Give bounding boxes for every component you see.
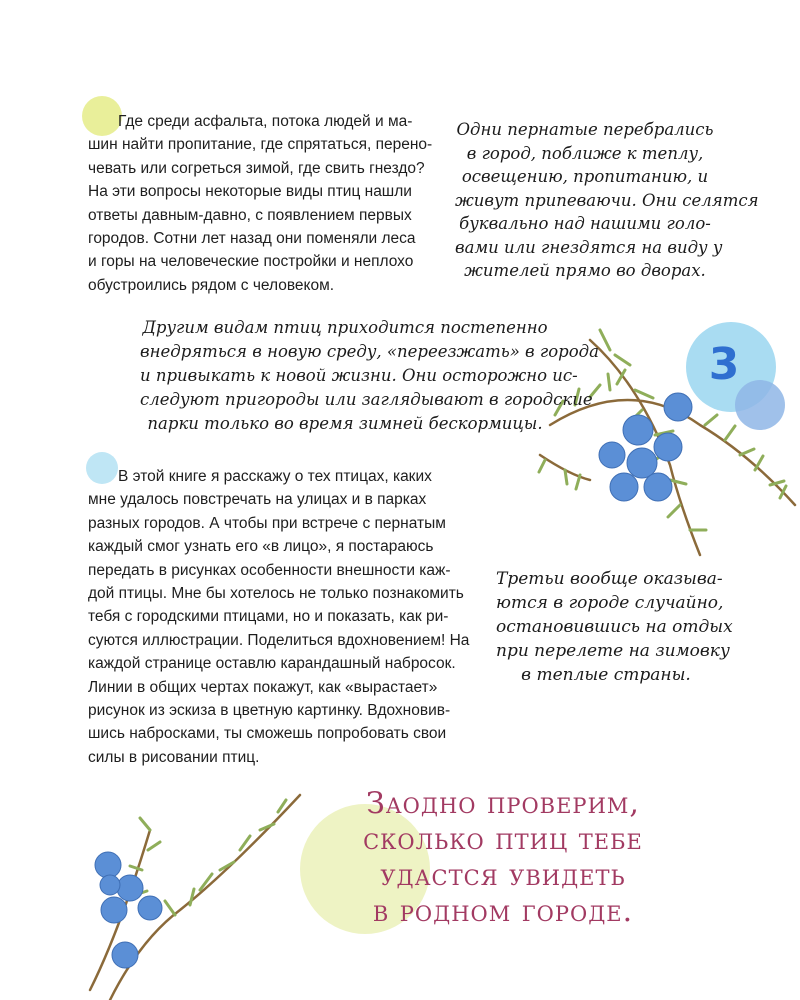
text-line: чевать или согреться зимой, где свить гнездо? [88,159,425,177]
handwritten-note-middle [140,316,599,436]
text-line: внедряться в новую среду, «переезжать» в города [140,342,599,361]
text-line: рисунок из эскиза в цветную картинку. Вдохновив- [88,702,451,720]
text-line: силы в рисовании птиц. [88,748,260,766]
text-line: Третьи вообще оказыва- [496,569,723,589]
text-line: Где среди асфальта, потока людей и ма- [118,113,413,130]
text-line: В этой книге я расскажу о тех птицах, каких [118,468,432,485]
text-line: живут припеваючи. Они селятся [455,190,759,210]
text-line: жителей прямо во дворах. [464,261,706,280]
juniper-branch-illustration-bottom [80,790,310,1000]
book-paragraph [88,465,468,769]
text-line: и горы на человеческие постройки и неплохо [88,253,414,271]
text-line: Одни пернатые перебрались [456,120,714,139]
text-line: тебя с городскими птицами, но и показать, как ри- [88,608,449,626]
headline-line: Заодно проверим, [366,786,640,821]
text-line: мне удалось повстречать на улицах и в парках [88,491,427,509]
text-line: парки только во время зимней бескормицы. [147,414,543,433]
handwritten-note-top-right [455,118,759,283]
text-line: в город, поближе к теплу, [466,143,704,163]
text-line: Линии в общих чертах покажут, как «вырастает» [88,678,438,696]
headline-line: сколько птиц тебе [363,822,643,857]
text-line: городов. Сотни лет назад они поменяли леса [88,230,416,248]
text-line: дой птицы. Мне бы хотелось не только познакомить [88,585,464,603]
text-line: каждый смог узнать его «в лицо», я постараюсь [88,538,434,556]
text-line: ответы давным-давно, с появлением первых [88,206,412,224]
text-line: каждой странице оставлю карандашный набросок. [88,655,456,673]
text-line: и привыкать к новой жизни. Они осторожно ис- [140,366,578,385]
handwritten-note-lower-right [496,567,733,687]
headline-line: в родном городе. [372,894,634,929]
closing-headline [338,786,668,930]
text-line: Другим видам птиц приходится постепенно [142,318,548,337]
headline-line: удастся увидеть [380,858,626,893]
text-line: передать в рисунках особенности внешности каж- [88,561,451,579]
text-line: в теплые страны. [521,665,691,685]
text-line: суются иллюстрации. Поделиться вдохновением! На [88,631,470,649]
intro-paragraph [88,110,448,297]
text-line: следуют пригороды или заглядывают в городские [140,390,593,409]
page-number: 3 [708,339,740,390]
text-line: ются в городе случайно, [496,593,724,613]
text-line: обустроились рядом с человеком. [88,276,335,294]
text-line: остановившись на отдых [496,617,733,637]
text-line: вами или гнездятся на виду у [455,237,723,257]
text-line: шись набросками, ты сможешь попробовать свои [88,725,447,743]
text-line: при перелете на зимовку [496,641,730,661]
text-line: буквально над нашими голо- [459,214,711,233]
text-line: разных городов. А чтобы при встрече с пернатым [88,514,446,532]
text-line: освещению, пропитанию, и [461,167,709,186]
text-line: шин найти пропитание, где спрятаться, перено- [88,136,433,154]
text-line: На эти вопросы некоторые виды птиц нашли [88,183,412,201]
